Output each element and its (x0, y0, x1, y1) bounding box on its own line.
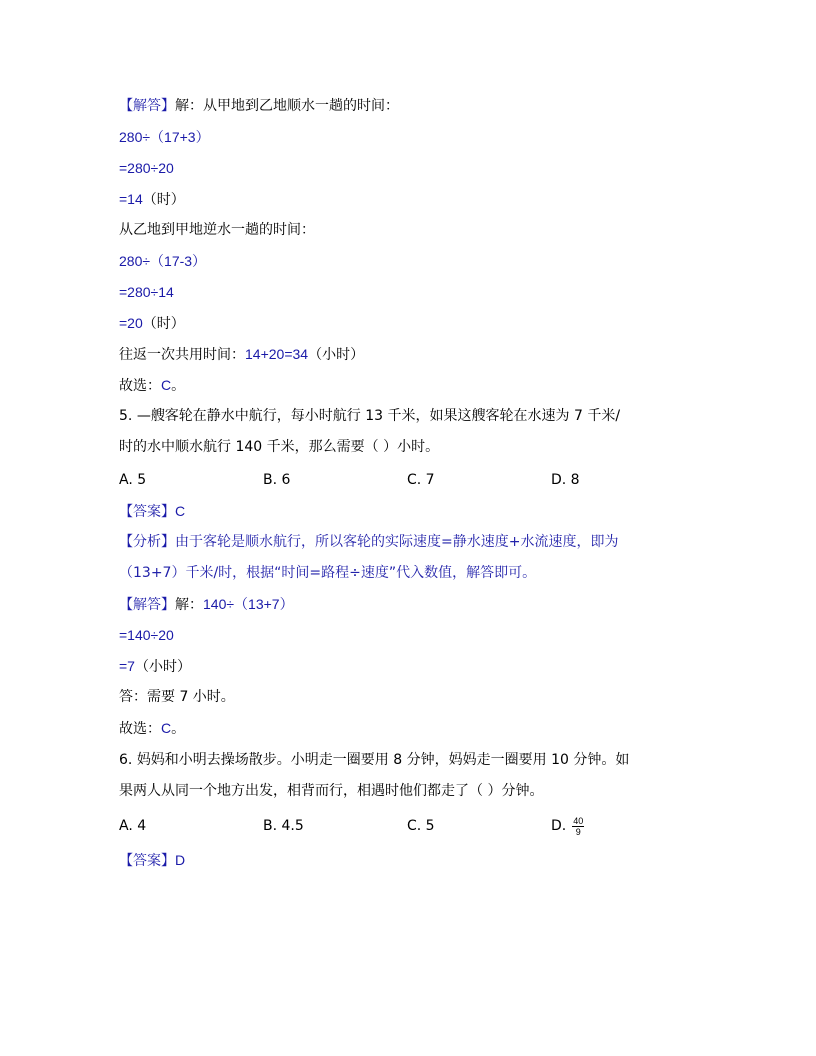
question6-answer (119, 850, 185, 870)
question5-analysis-line2: （13+7）千米/时，根据“时间=路程÷速度”代入数值，解答即可。 (119, 565, 537, 581)
choice-value: C (161, 377, 172, 393)
solution-tag: 【解答】 (119, 98, 175, 114)
option-d (551, 812, 584, 840)
question5-solution-line3 (119, 656, 191, 676)
answer-tag: 【答案】 (119, 504, 175, 520)
solution-q4-line6-value: =20 (119, 315, 143, 331)
question6-line1 (119, 750, 629, 770)
question5-line1 (119, 406, 620, 426)
solution-q4-line3-unit: （时） (142, 192, 185, 208)
option-c: C. 5 (407, 818, 435, 834)
total-expression: 14+20=34 (245, 346, 309, 362)
question-number: 5. (119, 408, 133, 424)
analysis-tag: 【分析】 (119, 534, 175, 550)
analysis-text-line1: 由于客轮是顺水航行，所以客轮的实际速度=静水速度+水流速度，即为 (175, 534, 619, 550)
choice-label: 故选： (119, 378, 161, 394)
solution-intro: 解： (175, 597, 203, 613)
answer-value: C (175, 503, 186, 519)
option-c: C. 7 (407, 472, 435, 488)
question6-line2: 果两人从同一个地方出发，相背而行，相遇时他们都走了（ ）分钟。 (119, 783, 544, 799)
question5-analysis-line1 (119, 532, 618, 552)
solution-q4-total (119, 344, 364, 364)
solution-q4-line3 (119, 189, 185, 209)
solution-q4-line6-unit: （时） (142, 316, 185, 332)
solution-q4-line3-value: =14 (119, 191, 143, 207)
solution-expression: 140÷（13+7） (203, 596, 294, 612)
question5-reply: 答：需要 7 小时。 (119, 689, 235, 705)
choice-label: 故选： (119, 721, 161, 737)
choice-end: 。 (171, 378, 186, 394)
fraction-numerator: 40 (573, 815, 584, 826)
question-number: 6. (119, 752, 133, 768)
solution-q4-line6 (119, 313, 185, 333)
option-b: B. 4.5 (263, 818, 304, 834)
solution-q4-back-text: 从乙地到甲地逆水一趟的时间： (119, 222, 315, 238)
question5-solution-line2: =140÷20 (119, 627, 174, 643)
solution-q4-line1: 280÷（17+3） (119, 129, 210, 145)
option-a: A. 5 (119, 472, 147, 488)
choice-end: 。 (171, 721, 186, 737)
option-d-fraction (572, 816, 584, 837)
question6-text-line1: 妈妈和小明去操场散步。小明走一圈要用 8 分钟，妈妈走一圈要用 10 分钟。如 (136, 752, 630, 768)
solution-q4-intro-line (119, 96, 399, 116)
answer-value: D (175, 852, 186, 868)
option-d-letter: D. (551, 818, 567, 834)
solution-q4-line5: =280÷14 (119, 284, 174, 300)
solution-tag: 【解答】 (119, 597, 175, 613)
solution-q4-line2: =280÷20 (119, 160, 174, 176)
question5-choice (119, 718, 185, 738)
solution-line3-value: =7 (119, 658, 135, 674)
solution-q4-line4: 280÷（17-3） (119, 253, 207, 269)
solution-line3-unit: （小时） (134, 659, 191, 675)
total-unit: （小时） (308, 347, 365, 363)
option-d: D. 8 (551, 472, 580, 488)
solution-q4-choice (119, 375, 185, 395)
choice-value: C (161, 720, 172, 736)
question5-answer (119, 501, 185, 521)
total-label: 往返一次共用时间： (119, 347, 245, 363)
fraction-denominator: 9 (575, 826, 581, 837)
option-b: B. 6 (263, 472, 291, 488)
solution-intro-text: 解：从甲地到乙地顺水一趟的时间： (175, 98, 399, 114)
answer-tag: 【答案】 (119, 853, 175, 869)
question5-solution-line1 (119, 594, 294, 614)
question5-line2: 时的水中顺水航行 140 千米，那么需要（ ）小时。 (119, 439, 440, 455)
question5-text-line1: —艘客轮在静水中航行，每小时航行 13 千米，如果这艘客轮在水速为 7 千米/ (136, 408, 621, 424)
option-a: A. 4 (119, 818, 147, 834)
